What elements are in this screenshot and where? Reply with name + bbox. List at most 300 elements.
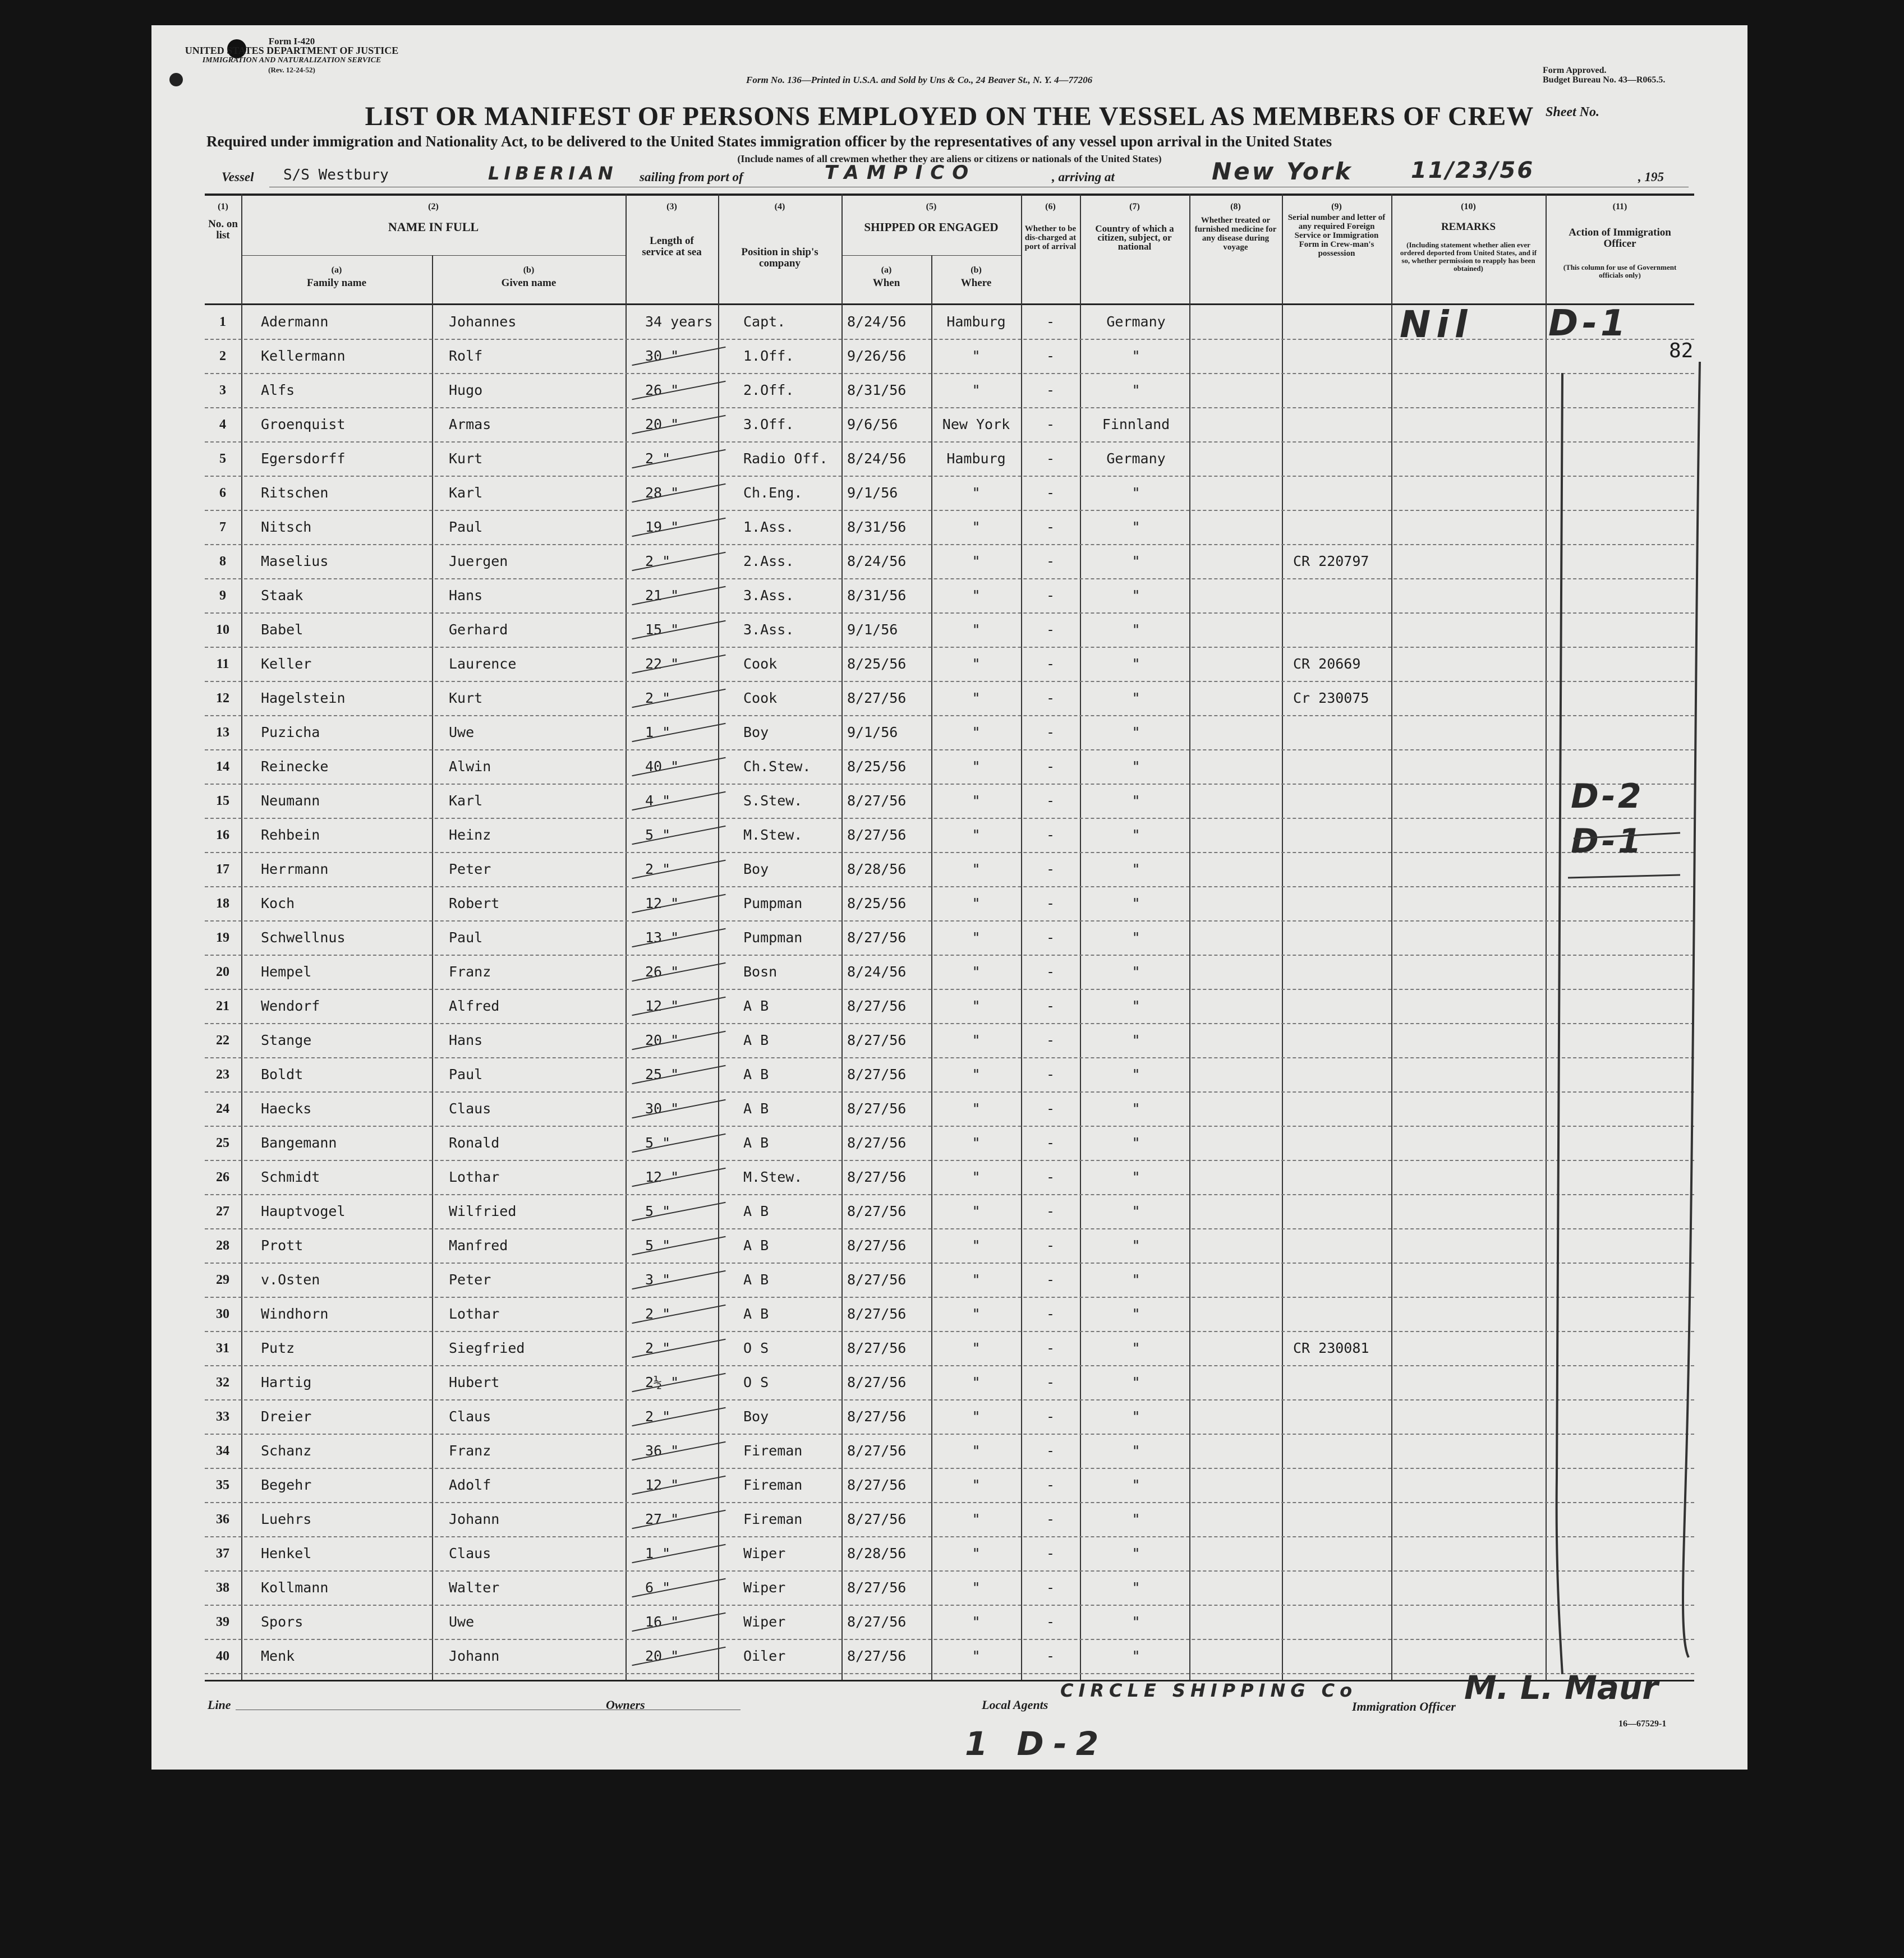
cell-where: " (972, 1579, 981, 1596)
col-header-where: Where (960, 277, 992, 289)
column-divider (1189, 194, 1190, 1680)
cell-family: Schwellnus (261, 929, 346, 946)
cell-position: 2.Off. (743, 382, 794, 398)
cell-family: Hartig (261, 1374, 312, 1390)
cell-discharged: - (1046, 690, 1055, 706)
row-number: 8 (219, 554, 226, 569)
cell-family: Henkel (261, 1545, 312, 1561)
cell-when: 8/24/56 (847, 964, 907, 980)
cell-country: " (1132, 1443, 1140, 1459)
cell-serial: CR 20669 (1293, 656, 1361, 672)
cell-discharged: - (1046, 861, 1055, 877)
row-number: 30 (216, 1307, 229, 1321)
cell-where: Hamburg (946, 314, 1006, 330)
col-header-serial: Serial number and letter of any required Foreign Service or Immigration Form in Crew-man's possession (1287, 213, 1386, 258)
cell-country: " (1132, 1408, 1140, 1425)
cell-discharged: - (1046, 587, 1055, 603)
cell-where: " (972, 1648, 981, 1664)
cell-when: 8/27/56 (847, 1135, 907, 1151)
cell-given: Franz (449, 964, 491, 980)
row-number: 35 (216, 1478, 229, 1492)
cell-when: 8/24/56 (847, 450, 907, 467)
cell-discharged: - (1046, 793, 1055, 809)
column-divider (432, 255, 433, 1680)
row-number: 21 (216, 999, 229, 1013)
cell-given: Claus (449, 1408, 491, 1425)
cell-discharged: - (1046, 964, 1055, 980)
cell-country: " (1132, 964, 1140, 980)
cell-length: 21 " (645, 587, 679, 603)
row-number: 4 (219, 417, 226, 432)
cell-length: 2 " (645, 450, 671, 467)
cell-position: A B (743, 1271, 769, 1288)
cell-given: Armas (449, 416, 491, 432)
cell-length: 34 years (645, 314, 713, 330)
cell-when: 8/27/56 (847, 1579, 907, 1596)
cell-when: 8/27/56 (847, 1374, 907, 1390)
cell-position: Ch.Eng. (743, 485, 803, 501)
cell-family: Puzicha (261, 724, 320, 740)
cell-given: Johann (449, 1511, 500, 1527)
cell-given: Alfred (449, 998, 500, 1014)
cell-family: Begehr (261, 1477, 312, 1493)
cell-position: Bosn (743, 964, 778, 980)
cell-where: " (972, 1477, 981, 1493)
cell-when: 8/25/56 (847, 656, 907, 672)
cell-given: Franz (449, 1443, 491, 1459)
cell-country: " (1132, 1306, 1140, 1322)
col-header-remarks: REMARKS (1441, 221, 1496, 233)
cell-where: Hamburg (946, 450, 1006, 467)
cell-family: Koch (261, 895, 295, 911)
cell-length: 12 " (645, 895, 679, 911)
row-number: 37 (216, 1546, 229, 1561)
column-divider (1080, 194, 1081, 1680)
cell-position: 1.Ass. (743, 519, 794, 535)
column-divider (841, 194, 843, 1680)
side-number: 82 (1669, 339, 1694, 362)
arrival-date: 11/23/56 (1411, 158, 1535, 183)
cell-when: 8/27/56 (847, 690, 907, 706)
cell-when: 8/27/56 (847, 827, 907, 843)
local-agents-value: CIRCLE SHIPPING Co (1060, 1680, 1358, 1701)
cell-discharged: - (1046, 1374, 1055, 1390)
cell-country: " (1132, 1237, 1140, 1254)
col-header-family-name: Family name (306, 277, 367, 289)
cell-discharged: - (1046, 1100, 1055, 1117)
col-header-country: Country of which a citizen, subject, or national (1095, 223, 1174, 252)
cell-family: Neumann (261, 793, 320, 809)
cell-country: " (1132, 827, 1140, 843)
include-note: (Include names of all crewmen whether they are aliens or citizens or nationals of the United States) (737, 153, 1162, 164)
cell-position: A B (743, 1203, 769, 1219)
cell-country: " (1132, 1374, 1140, 1390)
row-number: 18 (216, 896, 229, 911)
cell-family: v.Osten (261, 1271, 320, 1288)
cell-family: Nitsch (261, 519, 312, 535)
cell-family: Keller (261, 656, 312, 672)
cell-length: 28 " (645, 485, 679, 501)
cell-discharged: - (1046, 1271, 1055, 1288)
cell-when: 8/27/56 (847, 1271, 907, 1288)
cell-discharged: - (1046, 1306, 1055, 1322)
cell-position: A B (743, 1237, 769, 1254)
cell-country: " (1132, 1614, 1140, 1630)
col5-number: (5) (926, 202, 937, 211)
cell-country: " (1132, 1477, 1140, 1493)
cell-length: 3 " (645, 1271, 671, 1288)
cell-discharged: - (1046, 485, 1055, 501)
cell-position: A B (743, 1100, 769, 1117)
cell-given: Juergen (449, 553, 508, 569)
cell-given: Lothar (449, 1169, 500, 1185)
cell-discharged: - (1046, 382, 1055, 398)
cell-where: " (972, 724, 981, 740)
cell-discharged: - (1046, 1066, 1055, 1082)
cell-where: " (972, 1100, 981, 1117)
cell-where: " (972, 656, 981, 672)
cell-family: Spors (261, 1614, 303, 1630)
cell-country: " (1132, 1511, 1140, 1527)
cell-when: 8/27/56 (847, 1032, 907, 1048)
sailing-label: sailing from port of (640, 170, 743, 184)
cell-length: 26 " (645, 382, 679, 398)
row-number: 24 (216, 1102, 229, 1116)
cell-given: Paul (449, 519, 483, 535)
column-divider (931, 255, 932, 1680)
row-number: 19 (216, 930, 229, 945)
column-divider (626, 194, 627, 1680)
cell-where: " (972, 1306, 981, 1322)
cell-given: Lothar (449, 1306, 500, 1322)
cell-when: 8/27/56 (847, 1511, 907, 1527)
cell-when: 8/27/56 (847, 1203, 907, 1219)
cell-country: " (1132, 793, 1140, 809)
cell-where: " (972, 519, 981, 535)
cell-when: 8/27/56 (847, 1340, 907, 1356)
cell-length: 2 " (645, 1408, 671, 1425)
cell-position: Pumpman (743, 929, 803, 946)
col5b-number: (b) (971, 265, 982, 275)
row-number: 1 (219, 315, 226, 329)
cell-where: " (972, 998, 981, 1014)
cell-length: 40 " (645, 758, 679, 775)
cell-when: 8/31/56 (847, 587, 907, 603)
cell-given: Laurence (449, 656, 517, 672)
annotation-strokes (1366, 356, 1714, 1691)
cell-family: Egersdorff (261, 450, 346, 467)
cell-where: " (972, 1408, 981, 1425)
cell-family: Kellermann (261, 348, 346, 364)
cell-given: Peter (449, 1271, 491, 1288)
cell-country: " (1132, 587, 1140, 603)
col9-number: (9) (1331, 202, 1342, 211)
cell-family: Hempel (261, 964, 312, 980)
cell-length: 27 " (645, 1511, 679, 1527)
cell-position: 2.Ass. (743, 553, 794, 569)
cell-discharged: - (1046, 1032, 1055, 1048)
cell-discharged: - (1046, 348, 1055, 364)
cell-where: " (972, 348, 981, 364)
row-number: 39 (216, 1615, 229, 1629)
cell-length: 5 " (645, 1135, 671, 1151)
row-number: 25 (216, 1136, 229, 1150)
cell-discharged: - (1046, 1340, 1055, 1356)
cell-discharged: - (1046, 758, 1055, 775)
cell-country: " (1132, 382, 1140, 398)
cell-when: 8/25/56 (847, 895, 907, 911)
cell-family: Wendorf (261, 998, 320, 1014)
cell-serial: CR 230081 (1293, 1340, 1369, 1356)
cell-where: " (972, 1614, 981, 1630)
cell-family: Staak (261, 587, 303, 603)
cell-discharged: - (1046, 1203, 1055, 1219)
cell-country: " (1132, 485, 1140, 501)
row-number: 2 (219, 349, 226, 363)
cell-discharged: - (1046, 1408, 1055, 1425)
row-number: 38 (216, 1581, 229, 1595)
cell-given: Karl (449, 793, 483, 809)
cell-position: M.Stew. (743, 1169, 803, 1185)
owners-label: Owners (606, 1698, 645, 1712)
cell-given: Uwe (449, 1614, 475, 1630)
cell-family: Schanz (261, 1443, 312, 1459)
table-top-rule (205, 194, 1694, 196)
cell-discharged: - (1046, 1477, 1055, 1493)
cell-position: Pumpman (743, 895, 803, 911)
cell-family: Herrmann (261, 861, 329, 877)
cell-position: Wiper (743, 1579, 786, 1596)
cell-discharged: - (1046, 1545, 1055, 1561)
cell-country: " (1132, 1169, 1140, 1185)
col1-number: (1) (218, 202, 228, 211)
remarks-nil: Nil (1400, 303, 1473, 346)
cell-family: Prott (261, 1237, 303, 1254)
cell-discharged: - (1046, 895, 1055, 911)
cell-given: Adolf (449, 1477, 491, 1493)
cell-discharged: - (1046, 998, 1055, 1014)
cell-when: 8/27/56 (847, 1443, 907, 1459)
cell-when: 9/1/56 (847, 724, 898, 740)
cell-when: 8/27/56 (847, 998, 907, 1014)
cell-country: " (1132, 1032, 1140, 1048)
row-number: 28 (216, 1238, 229, 1253)
cell-country: " (1132, 1271, 1140, 1288)
cell-given: Paul (449, 929, 483, 946)
cell-family: Schmidt (261, 1169, 320, 1185)
bottom-annotation: 1 D-2 (965, 1725, 1108, 1763)
cell-where: " (972, 1066, 981, 1082)
cell-family: Bangemann (261, 1135, 337, 1151)
row-number: 16 (216, 828, 229, 842)
cell-given: Siegfried (449, 1340, 525, 1356)
col2a-number: (a) (331, 265, 342, 275)
cell-given: Robert (449, 895, 500, 911)
action-d1: D-1 (1548, 303, 1629, 344)
cell-when: 8/27/56 (847, 1306, 907, 1322)
cell-family: Windhorn (261, 1306, 329, 1322)
cell-position: M.Stew. (743, 827, 803, 843)
cell-length: 5 " (645, 827, 671, 843)
cell-family: Hagelstein (261, 690, 346, 706)
officer-signature: M. L. Maur (1464, 1669, 1658, 1707)
cell-length: 20 " (645, 1032, 679, 1048)
service-name: IMMIGRATION AND NATURALIZATION SERVICE (202, 56, 381, 65)
cell-family: Maselius (261, 553, 329, 569)
cell-when: 8/27/56 (847, 1408, 907, 1425)
cell-position: Fireman (743, 1443, 803, 1459)
cell-where: " (972, 587, 981, 603)
cell-country: " (1132, 1648, 1140, 1664)
cell-position: Wiper (743, 1614, 786, 1630)
cell-country: " (1132, 1545, 1140, 1561)
cell-when: 9/6/56 (847, 416, 898, 432)
cell-where: " (972, 1203, 981, 1219)
cell-given: Alwin (449, 758, 491, 775)
col3-number: (3) (666, 202, 677, 211)
cell-where: " (972, 1374, 981, 1390)
cell-family: Menk (261, 1648, 295, 1664)
cell-country: " (1132, 1203, 1140, 1219)
cell-length: 12 " (645, 1477, 679, 1493)
cell-where: New York (942, 416, 1010, 432)
row-number: 33 (216, 1409, 229, 1424)
cell-position: 3.Ass. (743, 587, 794, 603)
row-number: 13 (216, 725, 229, 740)
cell-family: Kollmann (261, 1579, 329, 1596)
cell-position: Capt. (743, 314, 786, 330)
cell-given: Johann (449, 1648, 500, 1664)
cell-where: " (972, 929, 981, 946)
cell-country: Germany (1106, 314, 1166, 330)
cell-family: Reinecke (261, 758, 329, 775)
cell-position: 1.Off. (743, 348, 794, 364)
cell-discharged: - (1046, 621, 1055, 638)
cell-discharged: - (1046, 553, 1055, 569)
cell-when: 8/24/56 (847, 314, 907, 330)
cell-discharged: - (1046, 1135, 1055, 1151)
cell-position: Wiper (743, 1545, 786, 1561)
cell-length: 16 " (645, 1614, 679, 1630)
cell-given: Karl (449, 485, 483, 501)
cell-when: 8/31/56 (847, 519, 907, 535)
cell-country: " (1132, 895, 1140, 911)
cell-position: Oiler (743, 1648, 786, 1664)
row-number: 5 (219, 452, 226, 466)
cell-when: 8/27/56 (847, 1237, 907, 1254)
cell-discharged: - (1046, 1579, 1055, 1596)
local-agents-label: Local Agents (982, 1698, 1048, 1712)
cell-given: Manfred (449, 1237, 508, 1254)
action-d1-second: D-1 (1571, 822, 1644, 861)
cell-given: Heinz (449, 827, 491, 843)
row-number: 11 (216, 657, 229, 671)
vessel-label: Vessel (222, 170, 254, 184)
row-number: 40 (216, 1649, 229, 1664)
cell-family: Hauptvogel (261, 1203, 346, 1219)
col-header-when: When (872, 277, 900, 289)
cell-country: " (1132, 656, 1140, 672)
cell-discharged: - (1046, 724, 1055, 740)
cell-where: " (972, 895, 981, 911)
cell-family: Babel (261, 621, 303, 638)
punch-hole (169, 73, 183, 86)
cell-where: " (972, 1271, 981, 1288)
cell-length: 22 " (645, 656, 679, 672)
cell-length: 12 " (645, 998, 679, 1014)
col-header-given-name: Given name (501, 277, 557, 289)
cell-position: Radio Off. (743, 450, 828, 467)
printer-note: Form No. 136—Printed in U.S.A. and Sold by Uns & Co., 24 Beaver St., N. Y. 4—77206 (746, 75, 1093, 85)
cell-where: " (972, 485, 981, 501)
cell-family: Alfs (261, 382, 295, 398)
cell-where: " (972, 1443, 981, 1459)
cell-position: A B (743, 1135, 769, 1151)
row-number: 36 (216, 1512, 229, 1527)
cell-given: Hans (449, 1032, 483, 1048)
cell-when: 9/1/56 (847, 621, 898, 638)
cell-length: 20 " (645, 416, 679, 432)
form-number: Form I-420 (268, 36, 315, 47)
cell-family: Ritschen (261, 485, 329, 501)
col11-number: (11) (1612, 202, 1627, 211)
cell-given: Gerhard (449, 621, 508, 638)
cell-position: Fireman (743, 1477, 803, 1493)
row-number: 6 (219, 486, 226, 500)
cell-position: Cook (743, 690, 778, 706)
cell-country: " (1132, 1066, 1140, 1082)
cell-where: " (972, 964, 981, 980)
cell-given: Hubert (449, 1374, 500, 1390)
cell-country: " (1132, 1579, 1140, 1596)
cell-where: " (972, 827, 981, 843)
cell-position: Ch.Stew. (743, 758, 811, 775)
requirement-text: Required under immigration and Nationality Act, to be delivered to the United States immigration officer by the representatives of any vessel upon arrival in the United States (206, 133, 1332, 150)
cell-position: A B (743, 1306, 769, 1322)
cell-when: 8/31/56 (847, 382, 907, 398)
cell-length: 2½ " (645, 1374, 679, 1390)
immigration-officer-label: Immigration Officer (1352, 1699, 1456, 1713)
cell-where: " (972, 793, 981, 809)
cell-when: 8/27/56 (847, 1477, 907, 1493)
cell-family: Stange (261, 1032, 312, 1048)
cell-serial: CR 220797 (1293, 553, 1369, 569)
row-number: 17 (216, 862, 229, 877)
col-header-name: NAME IN FULL (388, 220, 479, 234)
cell-position: Boy (743, 861, 769, 877)
cell-discharged: - (1046, 1443, 1055, 1459)
row-number: 15 (216, 794, 229, 808)
col2-number: (2) (428, 202, 439, 211)
cell-position: A B (743, 998, 769, 1014)
arrival-port: New York (1212, 158, 1353, 185)
cell-given: Kurt (449, 450, 483, 467)
cell-length: 30 " (645, 1100, 679, 1117)
cell-family: Dreier (261, 1408, 312, 1425)
col7-number: (7) (1129, 202, 1140, 211)
cell-position: 3.Off. (743, 416, 794, 432)
cell-length: 2 " (645, 553, 671, 569)
row-number: 3 (219, 383, 226, 398)
action-d2: D-2 (1571, 777, 1644, 816)
cell-given: Rolf (449, 348, 483, 364)
cell-given: Claus (449, 1545, 491, 1561)
cell-where: " (972, 758, 981, 775)
col2b-number: (b) (523, 265, 535, 275)
approval-note (1543, 66, 1665, 85)
cell-country: " (1132, 553, 1140, 569)
cell-when: 8/27/56 (847, 1648, 907, 1664)
